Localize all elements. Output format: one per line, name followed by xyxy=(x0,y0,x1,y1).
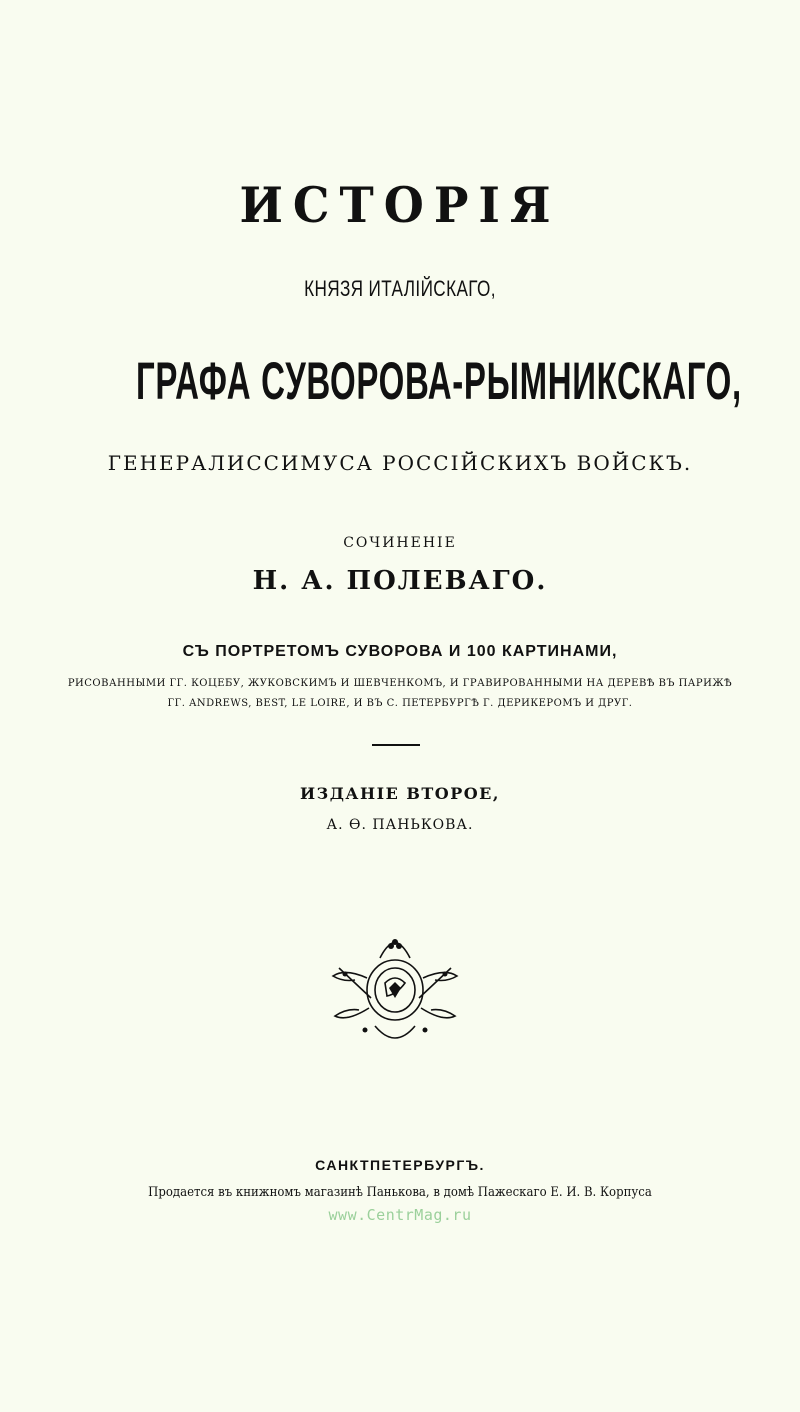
main-name-heading: ГРАФА СУВОРОВА-РЫМНИКСКАГО, xyxy=(136,351,742,411)
book-title: ИСТОРІЯ xyxy=(239,176,561,234)
divider-rule xyxy=(372,744,420,746)
author-name: Н. А. ПОЛЕВАГО. xyxy=(252,566,548,596)
illustration-note: СЪ ПОРТРЕТОМЪ СУВОРОВА И 100 КАРТИНАМИ, xyxy=(182,643,618,660)
illustrators-line-2: ГГ. ANDREWS, BEST, LE LOIRE, И ВЪ С. ПЕТЕРБУРГѢ Г. ДЕРИКЕРОМЪ И ДРУГ. xyxy=(167,698,633,709)
city-name: САНКТПЕТЕРБУРГЪ. xyxy=(315,1157,485,1173)
subtitle-line-2: ГЕНЕРАЛИССИМУСА РОССІЙСКИХЪ ВОЙСКЪ. xyxy=(107,451,693,475)
subtitle-line-1: КНЯЗЯ ИТАЛІЙСКАГО, xyxy=(304,276,496,301)
by-label: СОЧИНЕНІЕ xyxy=(343,535,457,551)
illustrators-line-1: РИСОВАННЫМИ ГГ. КОЦЕБУ, ЖУКОВСКИМЪ И ШЕВЧЕНКОМЪ, И ГРАВИРОВАННЫМИ НА ДЕРЕВѢ ВЪ ПАРИЖѢ xyxy=(67,678,733,689)
ornamental-vignette-icon xyxy=(325,938,465,1042)
watermark-text: www.CentrMag.ru xyxy=(328,1206,472,1224)
edition-label: ИЗДАНІЕ ВТОРОЕ, xyxy=(300,784,500,803)
imprint-line: Продается въ книжномъ магазинѣ Панькова, в домѣ Пажескаго Е. И. В. Корпуса xyxy=(148,1185,652,1200)
publisher-name: А. Ө. ПАНЬКОВА. xyxy=(326,817,474,833)
